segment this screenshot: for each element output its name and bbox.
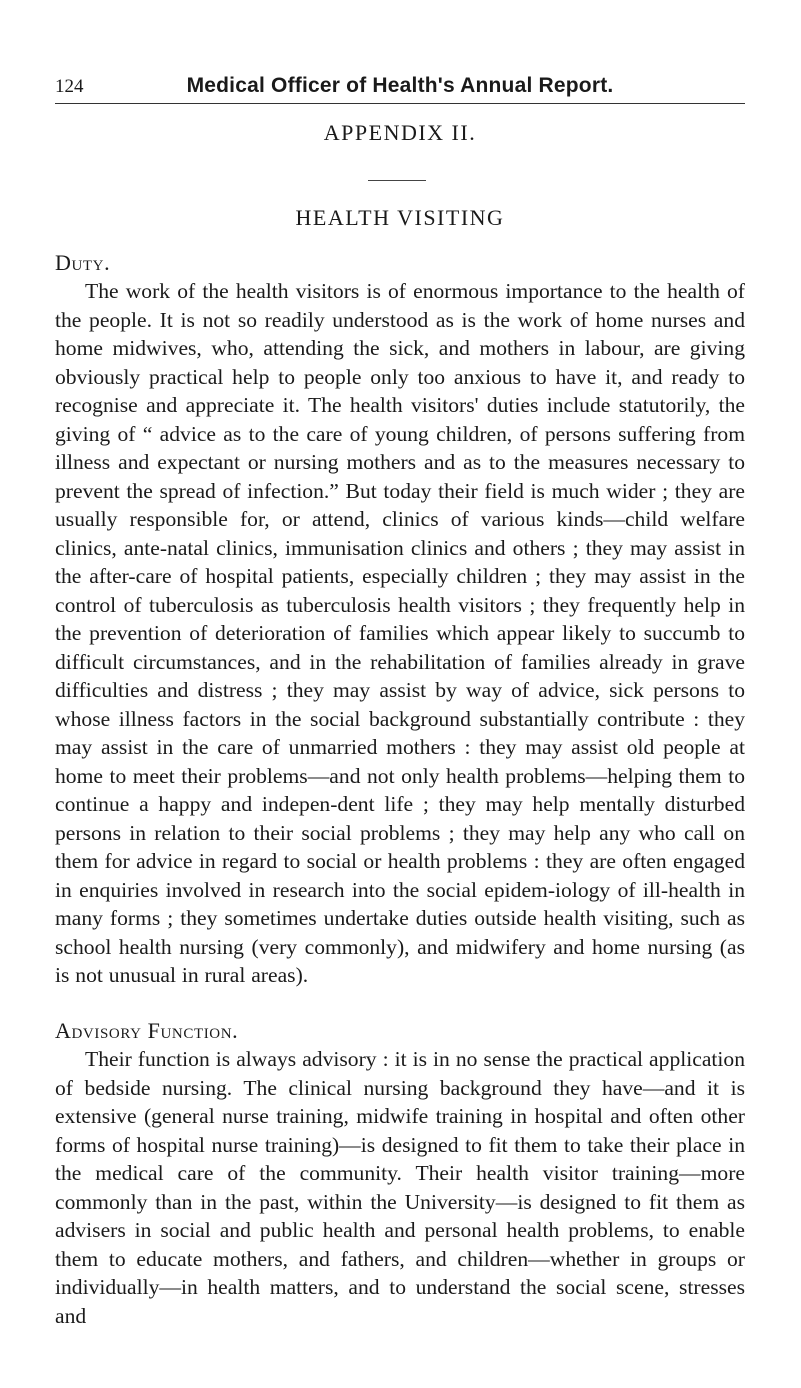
- running-header: [55, 76, 745, 104]
- running-title: Medical Officer of Health's Annual Report.: [186, 74, 614, 97]
- duty-paragraph: The work of the health visitors is of enormous importance to the health of the people. It is not so readily understood as is the work of home nurses and home midwives, who, attending the sick, and mothers in labour, are giving obviously practical help to people only too anxious to have it, and ready to recognise and appreciate it. The health visitors' duties include statutorily, the giving of “ advice as to the care of young children, of persons suffering from illness and expectant or nursing mothers and as to the measures necessary to prevent the spread of infection.” But today their field is much wider ; they are usually responsible for, or attend, clinics of various kinds—child welfare clinics, ante-natal clinics, immunisation clinics and others ; they may assist in the after-care of hospital patients, especially children ; they may assist in the control of tuberculosis as tuberculosis health visitors ; they frequently help in the prevention of deterioration of families which appear likely to succumb to difficult circumstances, and in the rehabilitation of families already in grave difficulties and distress ; they may assist by way of advice, sick persons to whose illness factors in the social background substantially contribute : they may assist in the care of unmarried mothers : they may assist old people at home to meet their problems—and not only health problems—helping them to continue a happy and indepen-dent life ; they may help mentally disturbed persons in relation to their social problems ; they may help any who call on them for advice in regard to social or health problems : they are often engaged in enquiries involved in research into the social epidem-iology of ill-health in many forms ; they sometimes undertake duties outside health visiting, such as school health nursing (very commonly), and midwifery and home nursing (as is not unusual in rural areas).: [55, 279, 745, 987]
- advisory-function-paragraph: Their function is always advisory : it is in no sense the practical application of bedside nursing. The clinical nursing background they have—and it is extensive (general nurse training, midwife training in hospital and often other forms of hospital nurse training)—is designed to fit them to take their place in the medical care of the community. Their health visitor training—more commonly than in the past, within the University—is designed to fit them as advisers in social and public health and personal health problems, to enable them to educate mothers, and fathers, and children—whether in groups or individually—in health matters, and to understand the social scene, stresses and: [55, 1047, 745, 1328]
- section-title: HEALTH VISITING: [295, 205, 505, 230]
- advisory-function-heading: Advisory Function.: [55, 1018, 239, 1043]
- page-number: 124: [55, 76, 84, 97]
- title-divider: [368, 180, 426, 181]
- header-rule: [55, 103, 745, 104]
- duty-heading: Duty.: [55, 250, 111, 275]
- appendix-heading: APPENDIX II.: [323, 120, 477, 145]
